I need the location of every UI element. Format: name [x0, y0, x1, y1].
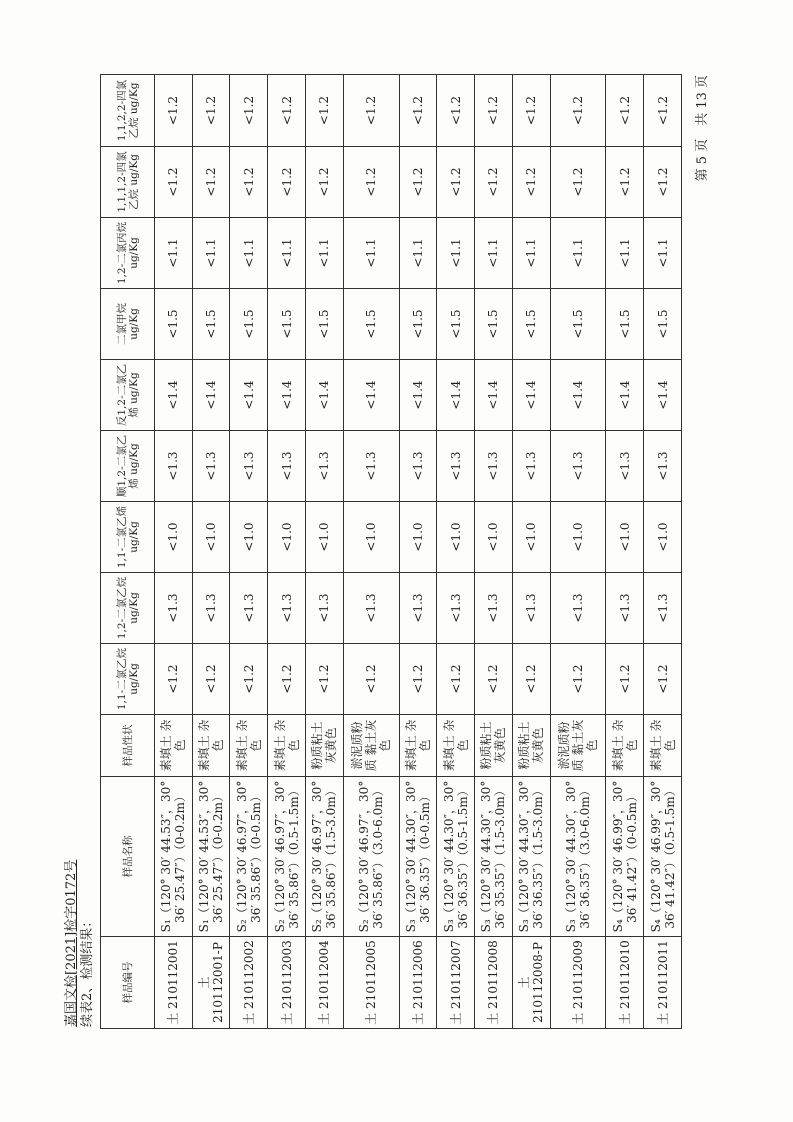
table-row [343, 75, 399, 1029]
result-value: <1.4 [155, 360, 193, 431]
table-row [268, 75, 306, 1029]
result-value: <1.3 [606, 573, 644, 644]
result-value: <1.1 [192, 218, 230, 289]
result-value: <1.1 [475, 218, 513, 289]
result-value: <1.1 [606, 218, 644, 289]
result-value: <1.0 [399, 502, 437, 573]
report-number: 嘉国文检[2021]检字0172号 [64, 859, 79, 1027]
result-value: <1.0 [343, 502, 399, 573]
result-value: <1.5 [343, 289, 399, 360]
result-value: <1.0 [268, 502, 306, 573]
sample-property: 素填土 杂色 [155, 715, 193, 777]
result-value: <1.3 [644, 573, 682, 644]
result-value: <1.1 [437, 218, 475, 289]
result-value: <1.2 [644, 147, 682, 218]
result-value: <1.2 [399, 644, 437, 715]
sample-name: S₄（120° 30′ 46.99″，30° 36′ 41.42″）（0.5-1.5m） [644, 777, 682, 937]
sample-name: S₃（120° 30′ 44.30″，30° 36′ 35.35″）（1.5-3.0m） [475, 777, 513, 937]
result-value: <1.4 [437, 360, 475, 431]
table-row [606, 75, 644, 1029]
sample-property: 素填土 杂色 [192, 715, 230, 777]
sample-name: S₂（120° 30′ 46.97″，30° 36′ 35.86″）（3.0-6.0m） [343, 777, 399, 937]
sample-property: 粉质粘土 灰黄色 [475, 715, 513, 777]
result-value: <1.3 [155, 431, 193, 502]
result-value: <1.0 [550, 502, 606, 573]
sample-property: 素填土 杂色 [268, 715, 306, 777]
result-value: <1.4 [305, 360, 343, 431]
table-row [512, 75, 550, 1029]
result-value: <1.4 [268, 360, 306, 431]
sample-name: S₂（120° 30′ 46.97″，30° 36′ 35.86″）（0.5-1.5m） [268, 777, 306, 937]
result-value: <1.0 [512, 502, 550, 573]
sample-property: 素填土 杂色 [606, 715, 644, 777]
rotated-report-sheet [64, 71, 712, 1033]
result-value: <1.3 [343, 431, 399, 502]
result-value: <1.2 [305, 75, 343, 147]
sample-id: 土 210112007 [437, 937, 475, 1029]
result-value: <1.0 [230, 502, 268, 573]
result-value: <1.4 [475, 360, 513, 431]
sample-name: S₃（120° 30′ 44.30″，30° 36′ 36.35″）（3.0-6.0m） [550, 777, 606, 937]
result-value: <1.2 [230, 75, 268, 147]
table-row [437, 75, 475, 1029]
result-value: <1.2 [192, 75, 230, 147]
column-header: 1,1-二氯乙烷 ug/Kg [101, 644, 155, 715]
result-value: <1.3 [437, 431, 475, 502]
result-value: <1.3 [230, 431, 268, 502]
result-value: <1.2 [644, 75, 682, 147]
result-value: <1.2 [230, 644, 268, 715]
sample-property: 粉质粘土 灰黄色 [512, 715, 550, 777]
sample-id: 土 210112005 [343, 937, 399, 1029]
result-value: <1.3 [399, 431, 437, 502]
result-value: <1.0 [155, 502, 193, 573]
sample-name: S₂（120° 30′ 46.97″，30° 36′ 35.86″）（1.5-3.0m） [305, 777, 343, 937]
result-value: <1.1 [155, 218, 193, 289]
result-value: <1.1 [230, 218, 268, 289]
result-value: <1.3 [606, 431, 644, 502]
result-value: <1.3 [399, 573, 437, 644]
result-value: <1.2 [644, 644, 682, 715]
result-value: <1.2 [305, 147, 343, 218]
result-value: <1.2 [475, 75, 513, 147]
result-value: <1.1 [512, 218, 550, 289]
page-number: 第 5 页 共 13 页 [695, 75, 710, 182]
result-value: <1.5 [268, 289, 306, 360]
result-value: <1.1 [268, 218, 306, 289]
sample-property: 淤泥质粉质 黏土灰色 [343, 715, 399, 777]
result-value: <1.5 [437, 289, 475, 360]
column-header: 1,2-二氯丙烷 ug/Kg [101, 218, 155, 289]
column-header: 1,1-二氯乙烯 ug/Kg [101, 502, 155, 573]
column-header: 样品性状 [101, 715, 155, 777]
result-value: <1.5 [475, 289, 513, 360]
column-header: 样品名称 [101, 777, 155, 937]
result-value: <1.2 [437, 75, 475, 147]
result-value: <1.2 [305, 644, 343, 715]
sample-name: S₃（120° 30′ 44.30″，30° 36′ 36.35″）（0-0.5m） [399, 777, 437, 937]
result-value: <1.5 [606, 289, 644, 360]
result-value: <1.2 [550, 644, 606, 715]
table-row [305, 75, 343, 1029]
result-value: <1.3 [437, 573, 475, 644]
report-header [64, 860, 96, 1027]
result-value: <1.2 [437, 644, 475, 715]
result-value: <1.3 [550, 573, 606, 644]
result-value: <1.2 [606, 147, 644, 218]
result-value: <1.3 [192, 573, 230, 644]
result-value: <1.0 [305, 502, 343, 573]
column-header: 样品编号 [101, 937, 155, 1029]
result-value: <1.2 [192, 644, 230, 715]
table-row [550, 75, 606, 1029]
result-value: <1.3 [230, 573, 268, 644]
result-value: <1.3 [475, 431, 513, 502]
result-value: <1.3 [512, 573, 550, 644]
result-value: <1.5 [550, 289, 606, 360]
header-row [101, 75, 155, 1029]
result-value: <1.2 [550, 147, 606, 218]
sample-property: 素填土 杂色 [230, 715, 268, 777]
result-value: <1.4 [512, 360, 550, 431]
table-row [192, 75, 230, 1029]
sample-property: 素填土 杂色 [644, 715, 682, 777]
result-value: <1.2 [606, 75, 644, 147]
results-table [100, 74, 682, 1029]
sample-id: 土 210112001-P [192, 937, 230, 1029]
result-value: <1.5 [155, 289, 193, 360]
table-row [475, 75, 513, 1029]
result-value: <1.2 [155, 75, 193, 147]
result-value: <1.5 [192, 289, 230, 360]
result-value: <1.0 [475, 502, 513, 573]
result-value: <1.1 [550, 218, 606, 289]
result-value: <1.3 [512, 431, 550, 502]
result-value: <1.2 [155, 147, 193, 218]
table-row [155, 75, 193, 1029]
table-body [155, 75, 682, 1029]
result-value: <1.3 [268, 573, 306, 644]
result-value: <1.3 [550, 431, 606, 502]
result-value: <1.3 [305, 431, 343, 502]
sample-id: 土 210112011 [644, 937, 682, 1029]
column-header: 1,1,1,2-四氯乙烷 ug/Kg [101, 147, 155, 218]
result-value: <1.2 [192, 147, 230, 218]
result-value: <1.0 [192, 502, 230, 573]
result-value: <1.2 [399, 75, 437, 147]
result-value: <1.4 [343, 360, 399, 431]
result-value: <1.4 [550, 360, 606, 431]
result-value: <1.2 [606, 644, 644, 715]
result-value: <1.5 [512, 289, 550, 360]
result-value: <1.2 [268, 644, 306, 715]
result-value: <1.2 [343, 75, 399, 147]
result-value: <1.0 [606, 502, 644, 573]
result-value: <1.2 [512, 75, 550, 147]
result-value: <1.2 [230, 147, 268, 218]
result-value: <1.2 [437, 147, 475, 218]
result-value: <1.4 [399, 360, 437, 431]
result-value: <1.2 [550, 75, 606, 147]
result-value: <1.0 [644, 502, 682, 573]
column-header: 1,1,2,2-四氯乙烷 ug/Kg [101, 75, 155, 147]
sample-property: 粉质粘土 灰黄色 [305, 715, 343, 777]
result-value: <1.2 [475, 644, 513, 715]
sample-name: S₁（120° 30′ 44.53″，30° 36′ 25.47″）（0-0.2m） [192, 777, 230, 937]
result-value: <1.1 [305, 218, 343, 289]
result-value: <1.3 [644, 431, 682, 502]
column-header: 反1,2-二氯乙烯 ug/Kg [101, 360, 155, 431]
result-value: <1.0 [437, 502, 475, 573]
result-value: <1.5 [230, 289, 268, 360]
result-value: <1.3 [305, 573, 343, 644]
sample-id: 土 210112004 [305, 937, 343, 1029]
result-value: <1.1 [399, 218, 437, 289]
sample-id: 土 210112008 [475, 937, 513, 1029]
sample-name: S₃（120° 30′ 44.30″，30° 36′ 36.35″）（0.5-1.5m） [437, 777, 475, 937]
result-value: <1.2 [343, 147, 399, 218]
result-value: <1.5 [305, 289, 343, 360]
column-header: 1,2-二氯乙烷 ug/Kg [101, 573, 155, 644]
sample-id: 土 210112010 [606, 937, 644, 1029]
sample-id: 土 210112008-P [512, 937, 550, 1029]
column-header: 二氯甲烷 ug/Kg [101, 289, 155, 360]
result-value: <1.4 [644, 360, 682, 431]
result-value: <1.3 [192, 431, 230, 502]
sample-property: 素填土 杂色 [437, 715, 475, 777]
result-value: <1.5 [399, 289, 437, 360]
result-value: <1.5 [644, 289, 682, 360]
sample-id: 土 210112006 [399, 937, 437, 1029]
sample-property: 淤泥质粉质 黏土灰色 [550, 715, 606, 777]
sample-property: 素填土 杂色 [399, 715, 437, 777]
result-value: <1.4 [230, 360, 268, 431]
result-value: <1.3 [155, 573, 193, 644]
result-value: <1.2 [268, 75, 306, 147]
sample-id: 土 210112002 [230, 937, 268, 1029]
result-value: <1.3 [268, 431, 306, 502]
result-value: <1.3 [475, 573, 513, 644]
result-value: <1.2 [343, 644, 399, 715]
sample-name: S₂（120° 30′ 46.97″，30° 36′ 35.86″）（0-0.5m） [230, 777, 268, 937]
sample-id: 土 210112001 [155, 937, 193, 1029]
table-row [399, 75, 437, 1029]
result-value: <1.4 [192, 360, 230, 431]
table-row [644, 75, 682, 1029]
sample-name: S₁（120° 30′ 44.53″，30° 36′ 25.47″）（0-0.2m） [155, 777, 193, 937]
table-subtitle: 续表2、检测结果： [80, 914, 95, 1027]
result-value: <1.2 [155, 644, 193, 715]
sample-name: S₃（120° 30′ 44.30″，30° 36′ 36.35″）（1.5-3.0m） [512, 777, 550, 937]
sample-id: 土 210112009 [550, 937, 606, 1029]
sample-name: S₄（120° 30′ 46.99″，30° 36′ 41.42″）（0-0.5m） [606, 777, 644, 937]
column-header: 顺1,2-二氯乙烯 ug/Kg [101, 431, 155, 502]
result-value: <1.2 [268, 147, 306, 218]
result-value: <1.2 [512, 147, 550, 218]
result-value: <1.2 [512, 644, 550, 715]
result-value: <1.1 [343, 218, 399, 289]
table-row [230, 75, 268, 1029]
sample-id: 土 210112003 [268, 937, 306, 1029]
result-value: <1.4 [606, 360, 644, 431]
result-value: <1.3 [343, 573, 399, 644]
result-value: <1.2 [399, 147, 437, 218]
result-value: <1.1 [644, 218, 682, 289]
result-value: <1.2 [475, 147, 513, 218]
